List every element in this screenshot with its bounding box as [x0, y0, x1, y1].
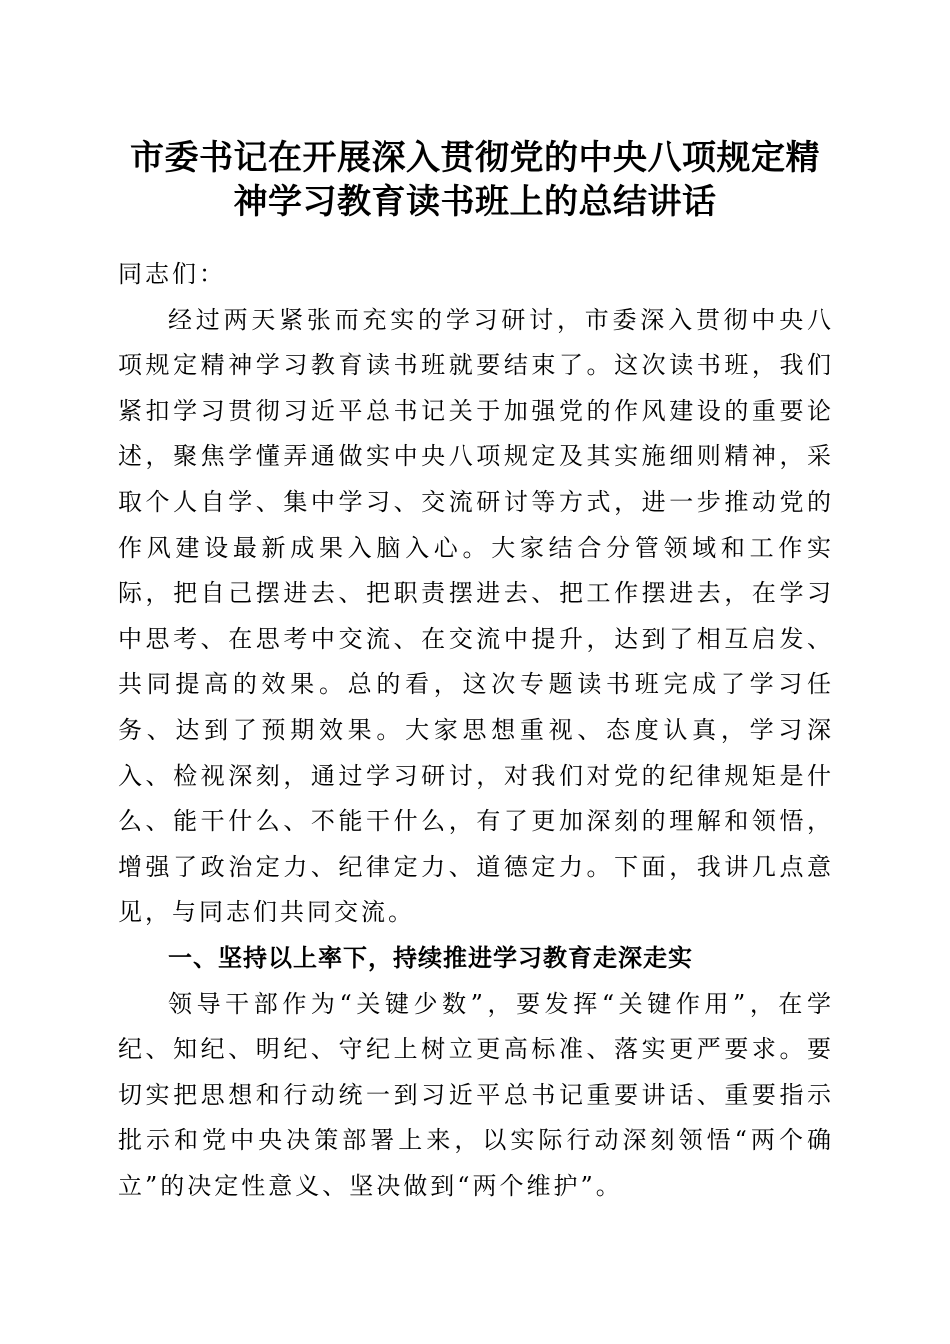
title-line-2: 神学习教育读书班上的总结讲话: [233, 182, 717, 222]
paragraph-intro: 经过两天紧张而充实的学习研讨，市委深入贯彻中央八项规定精神学习教育读书班就要结束了。这次读书班，我们紧扣学习贯彻习近平总书记关于加强党的作风建设的重要论述，聚焦学懂弄通做实中央八项规定及其实施细则精神，采取个人自学、集中学习、交流研讨等方式，进一步推动党的作风建设最新成果入脑入心。大家结合分管领域和工作实际，把自己摆进去、把职责摆进去、把工作摆进去，在学习中思考、在思考中交流、在交流中提升，达到了相互启发、共同提高的效果。总的看，这次专题读书班完成了学习任务、达到了预期效果。大家思想重视、态度认真，学习深入、检视深刻，通过学习研讨，对我们对党的纪律规矩是什么、能干什么、不能干什么，有了更加深刻的理解和领悟，增强了政治定力、纪律定力、道德定力。下面，我讲几点意见，与同志们共同交流。: [118, 305, 834, 927]
salutation: 同志们：: [118, 260, 226, 288]
paragraph-section-1: 领导干部作为“关键少数”，要发挥“关键作用”，在学纪、知纪、明纪、守纪上树立更高标准、落实更严要求。要切实把思想和行动统一到习近平总书记重要讲话、重要指示批示和党中央决策部署上来，以实际行动深刻领悟“两个确立”的决定性意义、坚决做到“两个维护”。: [118, 989, 834, 1200]
page-title: [110, 136, 840, 224]
title-line-1: 市委书记在开展深入贯彻党的中央八项规定精: [130, 138, 820, 178]
document-body: [118, 252, 834, 1209]
section-heading-1: 一、坚持以上率下，持续推进学习教育走深走实: [168, 943, 693, 972]
